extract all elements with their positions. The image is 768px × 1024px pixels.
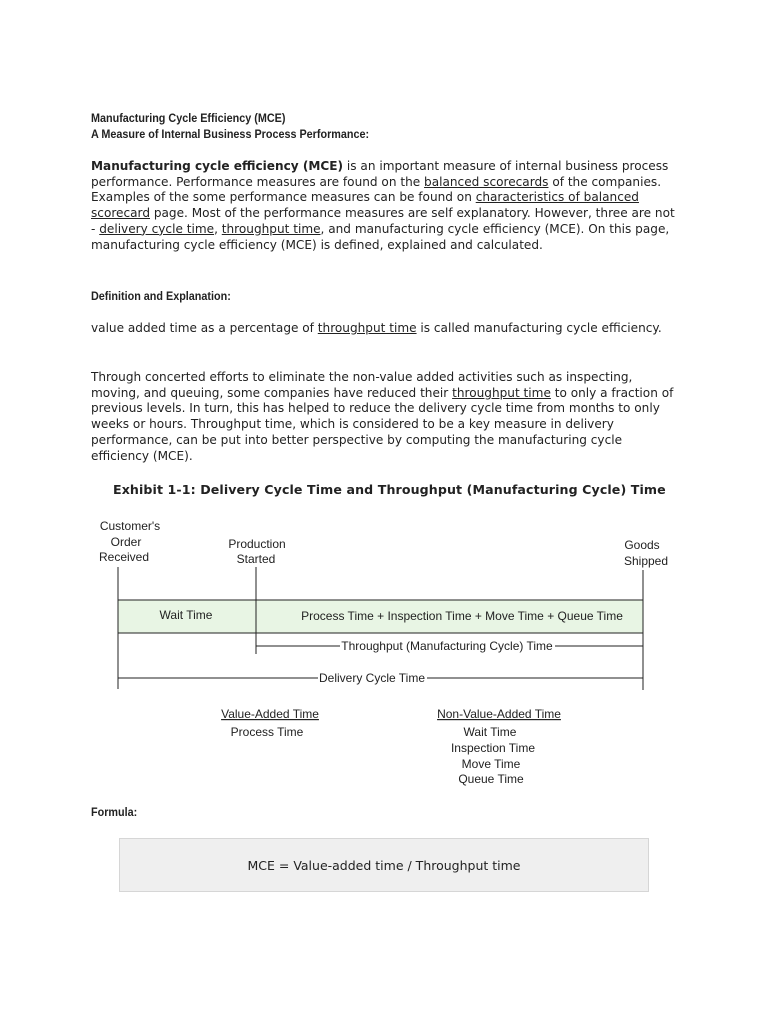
label-order-line2: Order: [110, 535, 142, 549]
non-value-added-item: Inspection Time: [450, 741, 536, 755]
delivery-cycle-label: Delivery Cycle Time: [318, 671, 426, 685]
definition-heading: Definition and Explanation:: [91, 289, 231, 303]
page-title: Manufacturing Cycle Efficiency (MCE): [91, 111, 286, 125]
label-production-line1: Production: [228, 537, 286, 551]
throughput-label: Throughput (Manufacturing Cycle) Time: [341, 639, 553, 653]
value-added-item: Process Time: [230, 725, 304, 739]
intro-lead: Manufacturing cycle efficiency (MCE): [91, 159, 344, 173]
link-delivery-cycle-time[interactable]: delivery cycle time: [99, 221, 215, 236]
label-goods-line2: Shipped: [623, 554, 669, 568]
process-sum-label: Process Time + Inspection Time + Move Time + Queue Time: [301, 609, 623, 623]
value-added-heading: Value-Added Time: [221, 707, 319, 721]
link-throughput-time-definition[interactable]: throughput time: [317, 321, 417, 335]
page-subtitle: A Measure of Internal Business Process Performance:: [91, 127, 370, 141]
label-production-line2: Started: [236, 552, 276, 566]
link-throughput-time[interactable]: throughput time: [221, 221, 321, 236]
link-throughput-time-explanation[interactable]: throughput time: [452, 385, 551, 400]
wait-time-label: Wait Time: [159, 608, 213, 622]
non-value-added-item: Move Time: [461, 757, 521, 771]
formula-heading: Formula:: [91, 805, 138, 819]
label-order-line3: Received: [98, 550, 150, 564]
exhibit-title: Exhibit 1-1: Delivery Cycle Time and Throughput (Manufacturing Cycle) Time: [113, 482, 666, 497]
definition-paragraph: value added time as a percentage of throughput time is called manufacturing cycle efficiency.: [91, 321, 662, 335]
non-value-added-item: Wait Time: [463, 725, 517, 739]
link-characteristics-balanced-scorecard[interactable]: characteristics of balanced scorecard: [91, 190, 639, 221]
link-balanced-scorecards[interactable]: balanced scorecards: [424, 174, 549, 189]
non-value-added-heading: Non-Value-Added Time: [437, 707, 561, 721]
formula-box: MCE = Value-added time / Throughput time: [119, 838, 649, 892]
non-value-added-item: Queue Time: [458, 772, 524, 786]
label-order-line1: Customer's: [99, 519, 161, 533]
explanation-paragraph: Through concerted efforts to eliminate the non-value added activities such as inspecting, moving, and queuing, some companies have reduced their throughput time to only a fraction of previous levels. In turn, this has helped to reduce the delivery cycle time from months to only weeks or hours. Throughput time, which is considered to be a key measure in delivery performance, can be put into better perspective by computing the manufacturing cycle efficiency (MCE).: [91, 370, 674, 463]
intro-paragraph: Manufacturing cycle efficiency (MCE) is an important measure of internal business process performance. Performance measures are found on the balanced scorecards of the companies. Examples of the some performance measures can be found on characteristics of balanced scorecard page. Most of the performance measures are self explanatory. However, three are not - delivery cycle time, throughput time, and manufacturing cycle efficiency (MCE). On this page, manufacturing cycle efficiency (MCE) is defined, explained and calculated.: [91, 159, 675, 252]
label-goods-line1: Goods: [624, 538, 660, 552]
